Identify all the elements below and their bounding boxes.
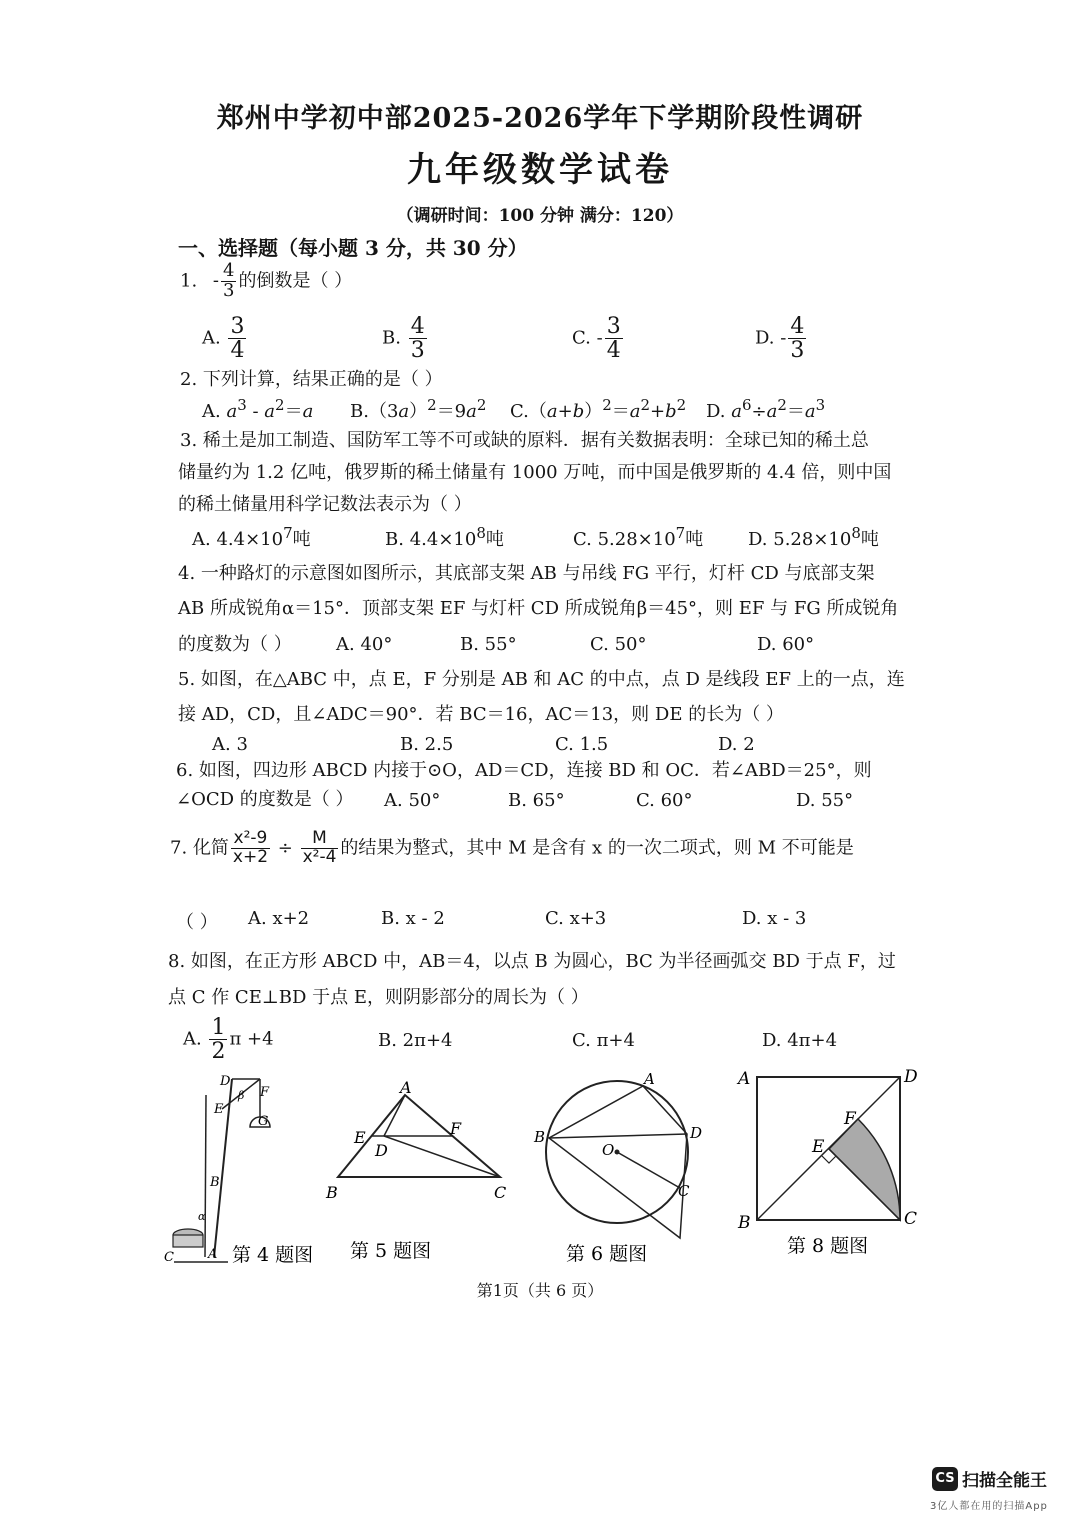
q3-option-b: B. $4.4\times 10^8$吨 [385, 524, 504, 550]
question-6-line-1: 6. 如图，四边形 ABCD 内接于⊙O，AD＝CD，连接 BD 和 OC．若∠ABD＝25°，则 [176, 760, 872, 781]
q1-option-b: B. $\frac{4}{3}$ [382, 314, 425, 364]
label-a: A [208, 1247, 218, 1262]
q4-option-a: A. 40° [336, 634, 393, 655]
question-3-line-2: 储量约为 1.2 亿吨，俄罗斯的稀土储量有 1000 万吨，而中国是俄罗斯的 4.4 倍，则中国 [178, 462, 892, 483]
label-e: E [214, 1102, 224, 1117]
label-c: C [904, 1209, 918, 1229]
question-4-line-3: 的度数为（ ） [178, 634, 292, 655]
q6-option-d: D. 55° [796, 790, 854, 811]
figure-6 [530, 1070, 730, 1270]
scanner-watermark-sub: 3亿人都在用的扫描App [930, 1501, 1048, 1512]
q4-option-d: D. 60° [757, 634, 815, 655]
question-4-line-2: AB 所成锐角α＝15°．顶部支架 EF 与灯杆 CD 所成锐角β＝45°，则 EF 与 FG 所成锐角 [178, 598, 899, 619]
school-title: 郑州中学初中部2025-2026学年下学期阶段性调研 [216, 103, 864, 134]
label-c: C [678, 1182, 690, 1200]
q6-option-c: C. 60° [636, 790, 693, 811]
q2-option-b: $B.(3a)^2=9a^2$ [350, 396, 487, 422]
figure-8 [732, 1062, 932, 1262]
q5-option-c: C. 1.5 [555, 734, 609, 755]
label-g: G [258, 1114, 269, 1129]
label-c: C [164, 1250, 174, 1265]
label-b: B [534, 1128, 546, 1146]
question-3-line-3: 的稀土储量用科学记数法表示为（ ） [178, 494, 472, 515]
label-a: A [644, 1070, 655, 1088]
page-footer: 第1页（共 6 页） [476, 1281, 604, 1300]
label-o: O [602, 1141, 615, 1159]
q8-option-a: A. $\frac{1}{2}$ π +4 [183, 1015, 274, 1065]
label-a: A [400, 1078, 412, 1097]
q6-option-b: B. 65° [508, 790, 565, 811]
q3-option-d: D. $5.28\times 10^8$吨 [748, 524, 879, 550]
q2-option-c: $C.(a+b)^2=a^2+b^2$ [510, 396, 687, 422]
q4-option-c: C. 50° [590, 634, 647, 655]
question-8-line-1: 8. 如图，在正方形 ABCD 中，AB＝4，以点 B 为圆心，BC 为半径画弧交 BD 于点 F，过 [168, 951, 896, 972]
q5-option-a: A. 3 [212, 734, 248, 755]
cs-logo-icon: CS [932, 1467, 958, 1491]
label-f: F [260, 1085, 270, 1100]
q7-option-c: C. x+3 [545, 908, 607, 929]
label-d: D [690, 1124, 703, 1142]
figure-5 [320, 1075, 520, 1270]
q7-option-a: A. x+2 [248, 908, 310, 929]
label-beta: β [238, 1089, 245, 1102]
question-3-line-1: 3. 稀土是加工制造、国防军工等不可或缺的原料．据有关数据表明：全球已知的稀土总 [180, 430, 869, 451]
q7-option-b: B. x - 2 [381, 908, 445, 929]
caption: 第 5 题图 [350, 1240, 432, 1262]
q1-option-d: D. - $\frac{4}{3}$ [755, 314, 805, 364]
label-f: F [844, 1109, 856, 1129]
label-b: B [210, 1175, 220, 1190]
label-c: C [494, 1183, 507, 1202]
question-7: 7. 化简 $\frac{\text{x²-9}}{x+2}$ ÷ $\frac{M}{\text{x²-4}}$ 的结果为整式，其中 M 是含有 x 的一次二项式，则 M 不可能是 [170, 828, 854, 867]
caption: 第 4 题图 [232, 1244, 314, 1266]
question-5-line-2: 接 AD，CD，且∠ADC＝90°．若 BC＝16，AC＝13，则 DE 的长为（ ） [178, 704, 784, 725]
question-2: 2. 下列计算，结果正确的是（ ） [180, 369, 443, 390]
q7-option-d: D. x - 3 [742, 908, 807, 929]
label-f: F [450, 1119, 462, 1138]
label-d: D [904, 1067, 918, 1087]
figure-4 [160, 1065, 320, 1280]
q2-option-a: A. $a^3 - a^2=a$ [202, 396, 314, 422]
q5-option-d: D. 2 [718, 734, 755, 755]
q6-option-a: A. 50° [384, 790, 441, 811]
q7-paren: （ ） [176, 912, 218, 933]
label-e: E [812, 1137, 825, 1157]
caption: 第 6 题图 [566, 1243, 648, 1265]
label-d: D [375, 1141, 388, 1160]
question-5-line-1: 5. 如图，在△ABC 中，点 E，F 分别是 AB 和 AC 的中点，点 D 是线段 EF 上的一点，连 [178, 669, 905, 690]
q5-option-b: B. 2.5 [400, 734, 454, 755]
q3-option-a: A. $4.4\times 10^7$吨 [192, 524, 311, 550]
section-heading: 一、选择题（每小题 3 分，共 30 分） [178, 236, 528, 260]
label-alpha: α [198, 1210, 206, 1223]
question-8-line-2: 点 C 作 CE⊥BD 于点 E，则阴影部分的周长为（ ） [168, 987, 589, 1008]
q4-option-b: B. 55° [460, 634, 517, 655]
label-d: D [220, 1074, 231, 1089]
question-6-line-2: ∠OCD 的度数是（ ） [176, 789, 354, 810]
q8-option-c: C. π+4 [572, 1030, 635, 1051]
q8-option-b: B. 2π+4 [378, 1030, 453, 1051]
label-b: B [738, 1213, 751, 1233]
label-a: A [738, 1069, 751, 1089]
scanner-watermark: CS 扫描全能王 [932, 1466, 1047, 1491]
exam-info: （调研时间：100 分钟 满分：120） [396, 206, 684, 226]
exam-title: 九年级数学试卷 [407, 150, 673, 190]
q1-option-c: C. - $\frac{3}{4}$ [572, 314, 621, 364]
question-4-line-1: 4. 一种路灯的示意图如图所示，其底部支架 AB 与吊线 FG 平行，灯杆 CD 与底部支架 [178, 563, 875, 584]
q2-option-d: D. $a^6\div a^2=a^3$ [706, 396, 826, 422]
q3-option-c: C. $5.28\times 10^7$吨 [573, 524, 704, 550]
q8-option-d: D. 4π+4 [762, 1030, 838, 1051]
caption: 第 8 题图 [787, 1235, 869, 1257]
label-b: B [326, 1183, 338, 1202]
label-e: E [354, 1128, 366, 1147]
q1-option-a: A. $\frac{3}{4}$ [202, 314, 245, 364]
question-1: 1. - $\frac{4}{3}$ 的倒数是（ ） [180, 260, 353, 301]
